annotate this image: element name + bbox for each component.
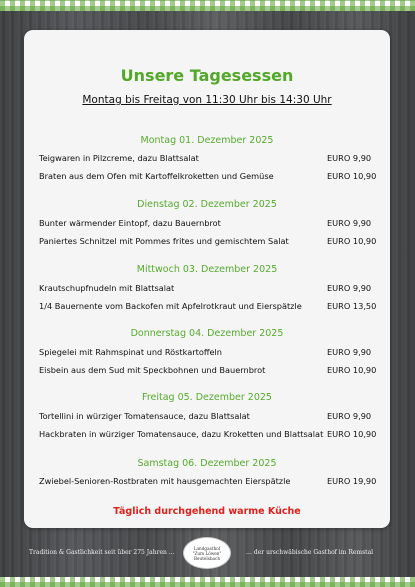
kitchen-hours-note: Täglich durchgehend warme Küche xyxy=(113,506,301,517)
menu-item xyxy=(39,476,386,490)
dish-price: EURO 13,50 xyxy=(327,301,377,311)
dish-name: Zwiebel-Senioren-Rostbraten mit hausgemachten Eierspätzle xyxy=(39,476,291,486)
dish-name: Spiegelei mit Rahmspinat und Röstkartoffeln xyxy=(39,347,222,357)
dish-price: EURO 10,90 xyxy=(327,171,377,181)
dish-name: Bunter wärmender Eintopf, dazu Bauernbrot xyxy=(39,218,221,228)
day-heading-thursday: Donnerstag 04. Dezember 2025 xyxy=(130,328,284,339)
gingham-border-bottom xyxy=(0,577,415,587)
dish-price: EURO 9,90 xyxy=(327,153,372,163)
menu-item xyxy=(39,411,386,425)
menu-title: Unsere Tagesessen xyxy=(120,66,294,85)
dish-name: Tortellini in würziger Tomatensauce, dazu Blattsalat xyxy=(39,411,250,421)
dish-name: Krautschupfnudeln mit Blattsalat xyxy=(39,283,175,293)
menu-item xyxy=(39,218,386,232)
menu-item xyxy=(39,429,386,443)
menu-card xyxy=(24,30,390,528)
dish-name: Paniertes Schnitzel mit Pommes frites und gemischtem Salat xyxy=(39,236,289,246)
logo-line: Landgasthof xyxy=(193,545,221,551)
dish-name: 1/4 Bauernente vom Backofen mit Apfelrotkraut und Eierspätzle xyxy=(39,301,302,311)
day-heading-monday: Montag 01. Dezember 2025 xyxy=(140,135,274,146)
opening-hours: Montag bis Freitag von 11:30 Uhr bis 14:30 Uhr xyxy=(82,94,332,106)
menu-item xyxy=(39,153,386,167)
dish-name: Teigwaren in Pilzcreme, dazu Blattsalat xyxy=(39,153,199,163)
restaurant-logo xyxy=(183,537,231,569)
day-heading-tuesday: Dienstag 02. Dezember 2025 xyxy=(137,199,277,210)
dish-price: EURO 10,90 xyxy=(327,236,377,246)
dish-name: Braten aus dem Ofen mit Kartoffelkroketten und Gemüse xyxy=(39,171,274,181)
menu-item xyxy=(39,301,386,315)
day-heading-wednesday: Mittwoch 03. Dezember 2025 xyxy=(136,264,278,275)
menu-item xyxy=(39,171,386,185)
dish-price: EURO 9,90 xyxy=(327,411,372,421)
footer-tagline-right: … der urschwäbische Gasthof im Remstal xyxy=(246,549,374,556)
menu-item xyxy=(39,365,386,379)
footer-tagline-left: Tradition & Gastlichkeit seit über 275 Jahren … xyxy=(29,549,175,556)
dish-price: EURO 9,90 xyxy=(327,283,372,293)
menu-item xyxy=(39,236,386,250)
dish-price: EURO 10,90 xyxy=(327,365,377,375)
dish-price: EURO 9,90 xyxy=(327,218,372,228)
dish-name: Hackbraten in würziger Tomatensauce, dazu Kroketten und Blattsalat xyxy=(39,429,324,439)
gingham-border-top xyxy=(0,0,415,11)
menu-item xyxy=(39,283,386,297)
day-heading-friday: Freitag 05. Dezember 2025 xyxy=(142,392,272,403)
dish-price: EURO 9,90 xyxy=(327,347,372,357)
menu-item xyxy=(39,347,386,361)
day-heading-saturday: Samstag 06. Dezember 2025 xyxy=(137,458,277,469)
dish-price: EURO 19,90 xyxy=(327,476,377,486)
dish-name: Eisbein aus dem Sud mit Speckbohnen und Bauernbrot xyxy=(39,365,266,375)
dish-price: EURO 10,90 xyxy=(327,429,377,439)
logo-line: "Zum Löwen" xyxy=(192,550,222,556)
logo-line: Beutelsbach xyxy=(193,555,221,561)
